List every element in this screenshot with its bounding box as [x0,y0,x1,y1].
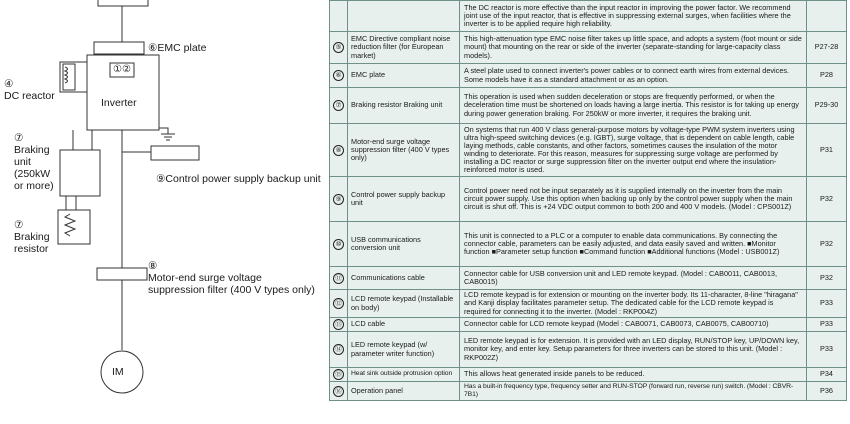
emc-plate-label: ⑥EMC plate [148,42,207,54]
backup-wire [122,130,151,152]
row-page: P34 [807,368,847,382]
row-page: P33 [807,332,847,368]
row-page: P31 [807,124,847,177]
row-page: P29-30 [807,88,847,124]
diagram-lines [0,0,320,424]
row-number: ⑮ [333,369,344,380]
inverter-badges [113,64,131,76]
row-name: Operation panel [348,382,460,401]
row-description: This allows heat generated inside panels to be reduced. [460,368,807,382]
surge-filter-label: Motor-end surge voltage suppression filter (400 V types only) [148,272,315,296]
row-description: Connector cable for LCD remote keypad (Model : CAB0071, CAB0073, CAB0075, CAB00710) [460,318,807,332]
ground-wire [159,128,168,134]
braking-unit-number: ⑦ [14,132,24,144]
row-name: Control power supply backup unit [348,177,460,222]
table-row [330,177,847,222]
dc-reactor-label: DC reactor [4,90,55,102]
motor-label: IM [112,366,124,378]
row-description: A steel plate used to connect inverter's power cables or to connect earth wires from external devices. Some models have it as a standard attachment or as an option. [460,64,807,88]
row-number: ⑥ [333,70,344,81]
row-name: LCD remote keypad (Installable on body) [348,290,460,318]
row-number [330,1,348,32]
row-name: EMC Directive compliant noise reduction filter (for European market) [348,32,460,64]
table-row [330,267,847,290]
table-row [330,382,847,401]
row-page: P27-28 [807,32,847,64]
table-row [330,1,847,32]
row-name [348,1,460,32]
row-description: LED remote keypad is for extension. It is provided with an LED display, RUN/STOP key, UP/DOWN key, monitor key, and enter key. Setup parameters for three inverters can be stored to this unit. (Model : RKP002Z) [460,332,807,368]
row-number: ⑭ [333,344,344,355]
row-number: ⑯ [333,386,344,397]
braking-resistor-label: Braking resistor [14,231,50,255]
surge-filter-number: ⑧ [148,260,158,272]
row-description: Has a built-in frequency type, frequency setter and RUN-STOP (forward run, reverse run) switch. (Model : CBVR-7B1) [460,382,807,401]
row-page: P33 [807,290,847,318]
inverter-badge-1: ① [113,64,122,75]
surge-filter-box [97,268,147,280]
row-name: Braking resistor Braking unit [348,88,460,124]
row-page: P32 [807,267,847,290]
braking-unit-label: Braking unit (250kW or more) [14,144,54,192]
inverter-label: Inverter [101,97,137,109]
row-description: LCD remote keypad is for extension or mounting on the inverter body. Its 11-character, 8-line "hiragana" and Kanji display facilitates parameter setup. The dedicated cable for the LCD remote keypad is required for connecting it to the inverter. (Model : RKP004Z) [460,290,807,318]
row-number: ⑧ [333,145,344,156]
table-row [330,32,847,64]
row-description: Connector cable for USB conversion unit and LED remote keypad. (Model : CAB0011, CAB0013, CAB0015) [460,267,807,290]
row-page: P28 [807,64,847,88]
table-row [330,124,847,177]
row-page: P32 [807,177,847,222]
table-row [330,290,847,318]
table-row [330,318,847,332]
row-number: ⑦ [333,100,344,111]
row-number: ⑬ [333,319,344,330]
row-number: ⑫ [333,298,344,309]
row-name: USB communications conversion unit [348,222,460,267]
backup-unit-box [151,146,199,160]
emc-plate-shape [94,42,144,54]
row-description: This operation is used when sudden deceleration or stops are frequently performed, or when the deceleration time must be shortened on loads having a large inertia. This resistor is for taking up energy during power generation braking. For 250kW or more inverter, it requires the braking unit. [460,88,807,124]
row-description: This unit is connected to a PLC or a computer to enable data communications. By connecting the connector cable, parameters can be easily adjusted, and data easily saved and written. ■Monitor function ■Parameter setup function ■Command function ■Additional functions (Model : USB001Z) [460,222,807,267]
braking-resistor-zigzag [65,214,75,236]
table-row [330,222,847,267]
row-page [807,1,847,32]
braking-resistor-box [58,210,90,244]
table-row [330,332,847,368]
row-number: ⑤ [333,42,344,53]
row-page: P32 [807,222,847,267]
row-description: The DC reactor is more effective than the input reactor in improving the power factor. We recommend joint use of the input reactor, that is effective in suppressing external surges, when facilities where the inverter is to be applied require high reliability. [460,1,807,32]
row-page: P33 [807,318,847,332]
row-number: ⑪ [333,273,344,284]
row-name: Heat sink outside protrusion option [348,368,460,382]
backup-unit-label: ⑨Control power supply backup unit [156,173,321,185]
row-name: Motor-end surge voltage suppression filter (400 V types only) [348,124,460,177]
table-row [330,64,847,88]
row-name: EMC plate [348,64,460,88]
row-number: ⑨ [333,194,344,205]
row-description: On systems that run 400 V class general-purpose motors by voltage-type PWM system inverters using ultra high-speed switching devices (e.g. IGBT), surge voltage, that is dependent on cable length, cable laying methods, cable constants, and other factors, sometimes causes the insulation of the motor winding to deteriorate. For this reason, measures for suppressing surge voltage are performed by installing a DC reactor or surge suppression filter on the inverter output end where the insulation-reinforced motor is used. [460,124,807,177]
top-device-box [98,0,148,6]
connection-diagram [0,0,320,424]
inverter-badge-2: ② [121,64,131,75]
row-description: Control power need not be input separately as it is supplied internally on the inverter from the main circuit power supply. Use this option when backing up only by the control power supply when the main circuit is shut off. This is +24 VDC output common to both 200 and 400 V models. (Model : CPS001Z) [460,177,807,222]
dc-reactor-coil [65,67,68,83]
table-row [330,368,847,382]
row-name: LCD cable [348,318,460,332]
dc-reactor-body [63,64,75,90]
dc-reactor-wire [60,62,87,92]
dc-reactor-number: ④ [4,78,14,90]
row-page: P36 [807,382,847,401]
braking-resistor-number: ⑦ [14,219,24,231]
table-row [330,88,847,124]
row-name: LED remote keypad (w/ parameter writer function) [348,332,460,368]
row-description: This high-attenuation type EMC noise filter takes up little space, and adopts a system (foot mount or side mount) that mounting on the rear or side of the inverter (separate-standing for large-capacity class models). [460,32,807,64]
braking-unit-box [60,150,100,196]
row-number: ⑩ [333,239,344,250]
row-name: Communications cable [348,267,460,290]
options-table [329,0,847,401]
